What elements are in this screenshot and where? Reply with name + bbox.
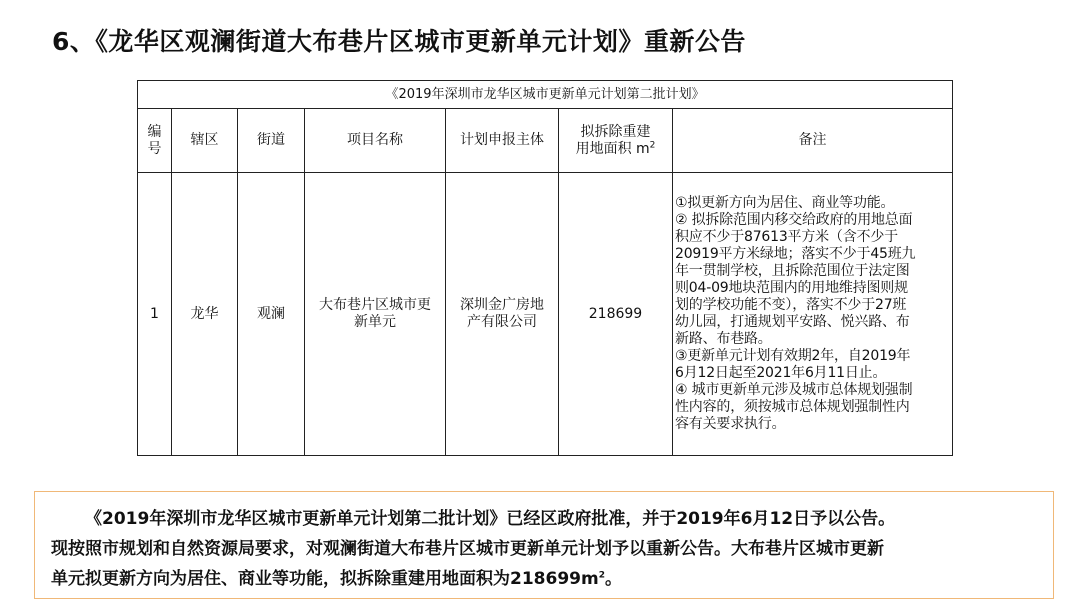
cell-no: 1: [138, 173, 172, 456]
header-project: 项目名称: [305, 109, 446, 173]
header-remarks: 备注: [673, 109, 953, 173]
table-header-row: [138, 109, 953, 173]
cell-remarks: ①拟更新方向为居住、商业等功能。 ② 拟拆除范围内移交给政府的用地总面 积应不少于87613平方米（含不少于 20919平方米绿地；落实不少于45班九 年一贯制学校，且拆除范围位于法定图 则04-09地块范围内的用地维持图则规 划的学校功能不变），落实不少于27班 幼儿园，打通规划平安路、悦兴路、布 新路、布巷路。 ③更新单元计划有效期2年，自2019年 6月12日起至2021年6月11日止。 ④ 城市更新单元涉及城市总体规划强制 性内容的，须按城市总体规划强制性内 容有关要求执行。: [673, 173, 953, 456]
header-district: 辖区: [172, 109, 238, 173]
cell-district: 龙华: [172, 173, 238, 456]
plan-table: [137, 80, 953, 456]
header-street: 街道: [238, 109, 305, 173]
table-caption: 《2019年深圳市龙华区城市更新单元计划第二批计划》: [138, 81, 953, 109]
header-area: 拟拆除重建 用地面积 $m^2$: [559, 109, 673, 173]
notice-line-3: 单元拟更新方向为居住、商业等功能，拟拆除重建用地面积为$218699m^2$。: [51, 569, 622, 589]
notice-line-1: 《2019年深圳市龙华区城市更新单元计划第二批计划》已经区政府批准，并于2019年6月12日予以公告。: [85, 509, 896, 529]
header-applicant: 计划申报主体: [446, 109, 559, 173]
cell-area: 218699: [559, 173, 673, 456]
table-row: [138, 173, 953, 456]
notice-box: [34, 491, 1054, 599]
notice-line-2: 现按照市规划和自然资源局要求，对观澜街道大布巷片区城市更新单元计划予以重新公告。大布巷片区城市更新: [51, 539, 884, 559]
page-title: 6、《龙华区观澜街道大布巷片区城市更新单元计划》重新公告: [52, 27, 746, 56]
cell-applicant: 深圳金广房地 产有限公司: [446, 173, 559, 456]
cell-project: 大布巷片区城市更 新单元: [305, 173, 446, 456]
cell-street: 观澜: [238, 173, 305, 456]
header-no: 编 号: [138, 109, 172, 173]
